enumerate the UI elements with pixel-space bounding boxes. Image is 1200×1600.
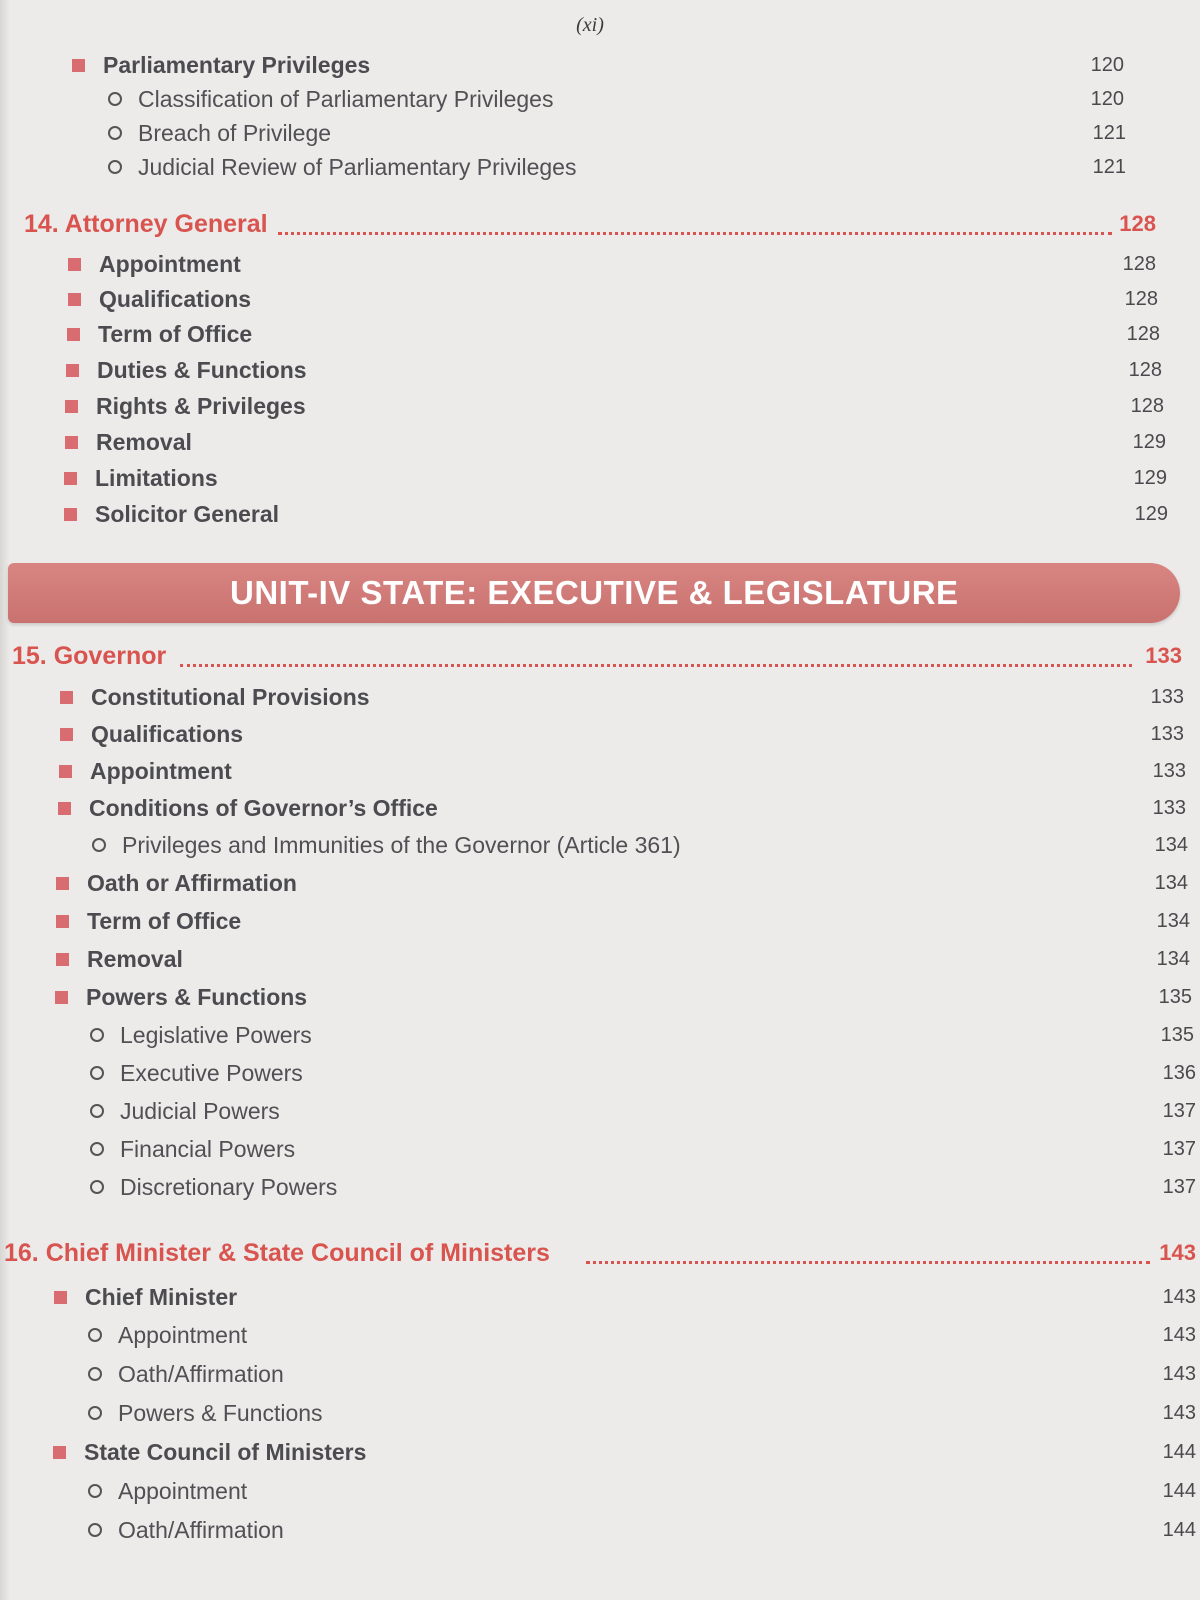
toc-entry: Term of Office 134 [0, 904, 1200, 938]
square-bullet-icon [53, 1446, 66, 1459]
toc-entry: Parliamentary Privileges 120 [0, 48, 1200, 82]
circle-bullet-icon [88, 1523, 102, 1537]
square-bullet-icon [64, 508, 77, 521]
unit-banner [8, 563, 1180, 623]
circle-bullet-icon [90, 1180, 104, 1194]
toc-entry: Removal 129 [0, 425, 1200, 459]
toc-entry: Qualifications 133 [0, 717, 1200, 751]
circle-bullet-icon [108, 160, 122, 174]
toc-entry: Oath or Affirmation 134 [0, 866, 1200, 900]
toc-entry: Judicial Powers 137 [0, 1094, 1200, 1128]
leader-dots [180, 664, 1132, 667]
square-bullet-icon [72, 59, 85, 72]
square-bullet-icon [56, 953, 69, 966]
toc-entry: Classification of Parliamentary Privileges 120 [0, 82, 1200, 116]
toc-entry: Solicitor General 129 [0, 497, 1200, 531]
toc-entry: Appointment 143 [0, 1318, 1200, 1352]
square-bullet-icon [68, 258, 81, 271]
circle-bullet-icon [108, 126, 122, 140]
leader-dots [586, 1261, 1150, 1264]
circle-bullet-icon [88, 1484, 102, 1498]
toc-entry: Appointment 144 [0, 1474, 1200, 1508]
square-bullet-icon [60, 691, 73, 704]
circle-bullet-icon [88, 1406, 102, 1420]
square-bullet-icon [59, 765, 72, 778]
square-bullet-icon [64, 472, 77, 485]
leader-dots [278, 232, 1112, 235]
toc-entry: Financial Powers 137 [0, 1132, 1200, 1166]
circle-bullet-icon [108, 92, 122, 106]
chapter-heading-16[interactable]: 16. Chief Minister & State Council of Ministers 143 [4, 1239, 1196, 1267]
square-bullet-icon [55, 991, 68, 1004]
toc-entry: Executive Powers 136 [0, 1056, 1200, 1090]
circle-bullet-icon [92, 838, 106, 852]
chapter-heading-14[interactable]: 14. Attorney General 128 [24, 210, 1156, 238]
toc-entry: Qualifications 128 [0, 282, 1200, 316]
square-bullet-icon [65, 436, 78, 449]
toc-entry: Chief Minister 143 [0, 1280, 1200, 1314]
toc-entry: Oath/Affirmation 143 [0, 1357, 1200, 1391]
toc-entry: Term of Office 128 [0, 317, 1200, 351]
circle-bullet-icon [90, 1028, 104, 1042]
chapter-heading-15[interactable]: 15. Governor 133 [12, 642, 1182, 670]
square-bullet-icon [65, 400, 78, 413]
toc-entry: Rights & Privileges 128 [0, 389, 1200, 423]
square-bullet-icon [54, 1291, 67, 1304]
toc-entry: Oath/Affirmation 144 [0, 1513, 1200, 1547]
circle-bullet-icon [88, 1367, 102, 1381]
square-bullet-icon [66, 364, 79, 377]
page-number: (xi) [576, 14, 604, 36]
toc-entry: Appointment 128 [0, 247, 1200, 281]
toc-entry: State Council of Ministers 144 [0, 1435, 1200, 1469]
toc-entry: Judicial Review of Parliamentary Privileges 121 [0, 150, 1200, 184]
toc-entry: Legislative Powers 135 [0, 1018, 1200, 1052]
square-bullet-icon [67, 328, 80, 341]
circle-bullet-icon [90, 1142, 104, 1156]
square-bullet-icon [60, 728, 73, 741]
toc-entry: Breach of Privilege 121 [0, 116, 1200, 150]
toc-entry: Powers & Functions 135 [0, 980, 1200, 1014]
square-bullet-icon [56, 915, 69, 928]
toc-entry: Conditions of Governor’s Office 133 [0, 791, 1200, 825]
square-bullet-icon [58, 802, 71, 815]
circle-bullet-icon [88, 1328, 102, 1342]
toc-entry: Discretionary Powers 137 [0, 1170, 1200, 1204]
circle-bullet-icon [90, 1066, 104, 1080]
toc-entry: Removal 134 [0, 942, 1200, 976]
toc-entry: Constitutional Provisions 133 [0, 680, 1200, 714]
toc-entry: Duties & Functions 128 [0, 353, 1200, 387]
toc-entry: Privileges and Immunities of the Governor (Article 361) 134 [0, 828, 1200, 862]
square-bullet-icon [68, 293, 81, 306]
circle-bullet-icon [90, 1104, 104, 1118]
toc-entry: Powers & Functions 143 [0, 1396, 1200, 1430]
toc-entry: Limitations 129 [0, 461, 1200, 495]
toc-entry: Appointment 133 [0, 754, 1200, 788]
square-bullet-icon [56, 877, 69, 890]
unit-title: UNIT-IV STATE: EXECUTIVE & LEGISLATURE [230, 574, 959, 611]
